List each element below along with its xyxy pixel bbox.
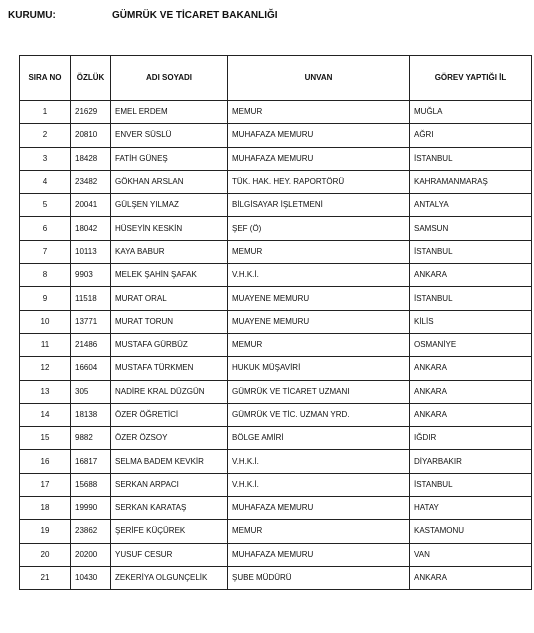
- adi-soyadi-cell: ZEKERİYA OLGUNÇELİK: [111, 566, 228, 589]
- adi-soyadi-cell: MURAT TORUN: [111, 310, 228, 333]
- gorev-yaptigi-il-cell: ANKARA: [410, 566, 532, 589]
- ozluk-cell: 21486: [71, 333, 111, 356]
- sira-no-cell: 11: [20, 333, 71, 356]
- table-row: [20, 333, 532, 356]
- adi-soyadi-cell: HÜSEYİN KESKİN: [111, 217, 228, 240]
- ozluk-cell: 18138: [71, 403, 111, 426]
- ozluk-cell: 21629: [71, 101, 111, 124]
- ozluk-cell: 20200: [71, 543, 111, 566]
- table-row: [20, 194, 532, 217]
- ozluk-cell: 19990: [71, 497, 111, 520]
- column-header-sira-no: SIRA NO: [20, 56, 71, 101]
- sira-no-cell: 1: [20, 101, 71, 124]
- unvan-cell: GÜMRÜK VE TİC. UZMAN YRD.: [228, 403, 410, 426]
- ozluk-cell: 16817: [71, 450, 111, 473]
- sira-no-cell: 21: [20, 566, 71, 589]
- adi-soyadi-cell: KAYA BABUR: [111, 240, 228, 263]
- gorev-yaptigi-il-cell: ANKARA: [410, 264, 532, 287]
- table-row: [20, 427, 532, 450]
- unvan-cell: ŞEF (Ö): [228, 217, 410, 240]
- column-header-gorev-yaptigi-il: GÖREV YAPTIĞI İL: [410, 56, 532, 101]
- ozluk-cell: 9903: [71, 264, 111, 287]
- sira-no-cell: 18: [20, 497, 71, 520]
- adi-soyadi-cell: SELMA BADEM KEVKİR: [111, 450, 228, 473]
- adi-soyadi-cell: NADİRE KRAL DÜZGÜN: [111, 380, 228, 403]
- column-header-ozluk: ÖZLÜK: [71, 56, 111, 101]
- unvan-cell: GÜMRÜK VE TİCARET UZMANI: [228, 380, 410, 403]
- gorev-yaptigi-il-cell: ANTALYA: [410, 194, 532, 217]
- institution-label: KURUMU:: [8, 10, 56, 21]
- adi-soyadi-cell: SERKAN ARPACI: [111, 473, 228, 496]
- table-row: [20, 473, 532, 496]
- adi-soyadi-cell: EMEL ERDEM: [111, 101, 228, 124]
- gorev-yaptigi-il-cell: KASTAMONU: [410, 520, 532, 543]
- table-row: [20, 240, 532, 263]
- sira-no-cell: 8: [20, 264, 71, 287]
- gorev-yaptigi-il-cell: HATAY: [410, 497, 532, 520]
- adi-soyadi-cell: YUSUF CESUR: [111, 543, 228, 566]
- sira-no-cell: 2: [20, 124, 71, 147]
- adi-soyadi-cell: ÖZER ÖZSOY: [111, 427, 228, 450]
- gorev-yaptigi-il-cell: MUĞLA: [410, 101, 532, 124]
- unvan-cell: MEMUR: [228, 101, 410, 124]
- unvan-cell: HUKUK MÜŞAVİRİ: [228, 357, 410, 380]
- table-row: [20, 450, 532, 473]
- ozluk-cell: 18042: [71, 217, 111, 240]
- table-row: [20, 403, 532, 426]
- unvan-cell: MUHAFAZA MEMURU: [228, 147, 410, 170]
- gorev-yaptigi-il-cell: AĞRI: [410, 124, 532, 147]
- ozluk-cell: 9882: [71, 427, 111, 450]
- gorev-yaptigi-il-cell: OSMANİYE: [410, 333, 532, 356]
- table-row: [20, 217, 532, 240]
- table-row: [20, 170, 532, 193]
- sira-no-cell: 17: [20, 473, 71, 496]
- sira-no-cell: 7: [20, 240, 71, 263]
- unvan-cell: V.H.K.İ.: [228, 450, 410, 473]
- sira-no-cell: 4: [20, 170, 71, 193]
- unvan-cell: BÖLGE AMİRİ: [228, 427, 410, 450]
- gorev-yaptigi-il-cell: İSTANBUL: [410, 473, 532, 496]
- unvan-cell: MEMUR: [228, 520, 410, 543]
- unvan-cell: MUAYENE MEMURU: [228, 287, 410, 310]
- personnel-table: [19, 55, 532, 590]
- document-header: [8, 10, 526, 28]
- adi-soyadi-cell: ENVER SÜSLÜ: [111, 124, 228, 147]
- gorev-yaptigi-il-cell: İSTANBUL: [410, 240, 532, 263]
- sira-no-cell: 3: [20, 147, 71, 170]
- table-header-row: [20, 56, 532, 101]
- unvan-cell: MUHAFAZA MEMURU: [228, 543, 410, 566]
- ozluk-cell: 16604: [71, 357, 111, 380]
- gorev-yaptigi-il-cell: IĞDIR: [410, 427, 532, 450]
- sira-no-cell: 12: [20, 357, 71, 380]
- gorev-yaptigi-il-cell: KAHRAMANMARAŞ: [410, 170, 532, 193]
- gorev-yaptigi-il-cell: ANKARA: [410, 357, 532, 380]
- adi-soyadi-cell: MUSTAFA TÜRKMEN: [111, 357, 228, 380]
- sira-no-cell: 15: [20, 427, 71, 450]
- sira-no-cell: 6: [20, 217, 71, 240]
- ozluk-cell: 10430: [71, 566, 111, 589]
- adi-soyadi-cell: GÖKHAN ARSLAN: [111, 170, 228, 193]
- sira-no-cell: 5: [20, 194, 71, 217]
- gorev-yaptigi-il-cell: ANKARA: [410, 403, 532, 426]
- sira-no-cell: 14: [20, 403, 71, 426]
- adi-soyadi-cell: MELEK ŞAHİN ŞAFAK: [111, 264, 228, 287]
- sira-no-cell: 13: [20, 380, 71, 403]
- table-body: [20, 101, 532, 590]
- table-row: [20, 287, 532, 310]
- ozluk-cell: 11518: [71, 287, 111, 310]
- table-row: [20, 543, 532, 566]
- unvan-cell: ŞUBE MÜDÜRÜ: [228, 566, 410, 589]
- unvan-cell: V.H.K.İ.: [228, 473, 410, 496]
- unvan-cell: MUHAFAZA MEMURU: [228, 124, 410, 147]
- adi-soyadi-cell: SERKAN KARATAŞ: [111, 497, 228, 520]
- ozluk-cell: 15688: [71, 473, 111, 496]
- table-row: [20, 264, 532, 287]
- adi-soyadi-cell: FATİH GÜNEŞ: [111, 147, 228, 170]
- table-row: [20, 124, 532, 147]
- adi-soyadi-cell: ŞERİFE KÜÇÜREK: [111, 520, 228, 543]
- gorev-yaptigi-il-cell: ANKARA: [410, 380, 532, 403]
- institution-name: GÜMRÜK VE TİCARET BAKANLIĞI: [112, 10, 278, 21]
- adi-soyadi-cell: ÖZER ÖĞRETİCİ: [111, 403, 228, 426]
- unvan-cell: MUAYENE MEMURU: [228, 310, 410, 333]
- adi-soyadi-cell: MUSTAFA GÜRBÜZ: [111, 333, 228, 356]
- table-row: [20, 566, 532, 589]
- table-row: [20, 520, 532, 543]
- unvan-cell: MEMUR: [228, 333, 410, 356]
- sira-no-cell: 19: [20, 520, 71, 543]
- table-row: [20, 497, 532, 520]
- table-row: [20, 380, 532, 403]
- sira-no-cell: 16: [20, 450, 71, 473]
- ozluk-cell: 20041: [71, 194, 111, 217]
- ozluk-cell: 20810: [71, 124, 111, 147]
- unvan-cell: MUHAFAZA MEMURU: [228, 497, 410, 520]
- adi-soyadi-cell: GÜLŞEN YILMAZ: [111, 194, 228, 217]
- sira-no-cell: 20: [20, 543, 71, 566]
- table-row: [20, 147, 532, 170]
- unvan-cell: TÜK. HAK. HEY. RAPORTÖRÜ: [228, 170, 410, 193]
- unvan-cell: BİLGİSAYAR İŞLETMENİ: [228, 194, 410, 217]
- table-row: [20, 310, 532, 333]
- table-row: [20, 357, 532, 380]
- gorev-yaptigi-il-cell: İSTANBUL: [410, 147, 532, 170]
- ozluk-cell: 18428: [71, 147, 111, 170]
- sira-no-cell: 9: [20, 287, 71, 310]
- gorev-yaptigi-il-cell: SAMSUN: [410, 217, 532, 240]
- gorev-yaptigi-il-cell: İSTANBUL: [410, 287, 532, 310]
- unvan-cell: MEMUR: [228, 240, 410, 263]
- table-row: [20, 101, 532, 124]
- unvan-cell: V.H.K.İ.: [228, 264, 410, 287]
- column-header-unvan: UNVAN: [228, 56, 410, 101]
- ozluk-cell: 13771: [71, 310, 111, 333]
- ozluk-cell: 23482: [71, 170, 111, 193]
- sira-no-cell: 10: [20, 310, 71, 333]
- ozluk-cell: 10113: [71, 240, 111, 263]
- ozluk-cell: 305: [71, 380, 111, 403]
- column-header-adi-soyadi: ADI SOYADI: [111, 56, 228, 101]
- adi-soyadi-cell: MURAT ORAL: [111, 287, 228, 310]
- ozluk-cell: 23862: [71, 520, 111, 543]
- gorev-yaptigi-il-cell: DİYARBAKIR: [410, 450, 532, 473]
- gorev-yaptigi-il-cell: KİLİS: [410, 310, 532, 333]
- gorev-yaptigi-il-cell: VAN: [410, 543, 532, 566]
